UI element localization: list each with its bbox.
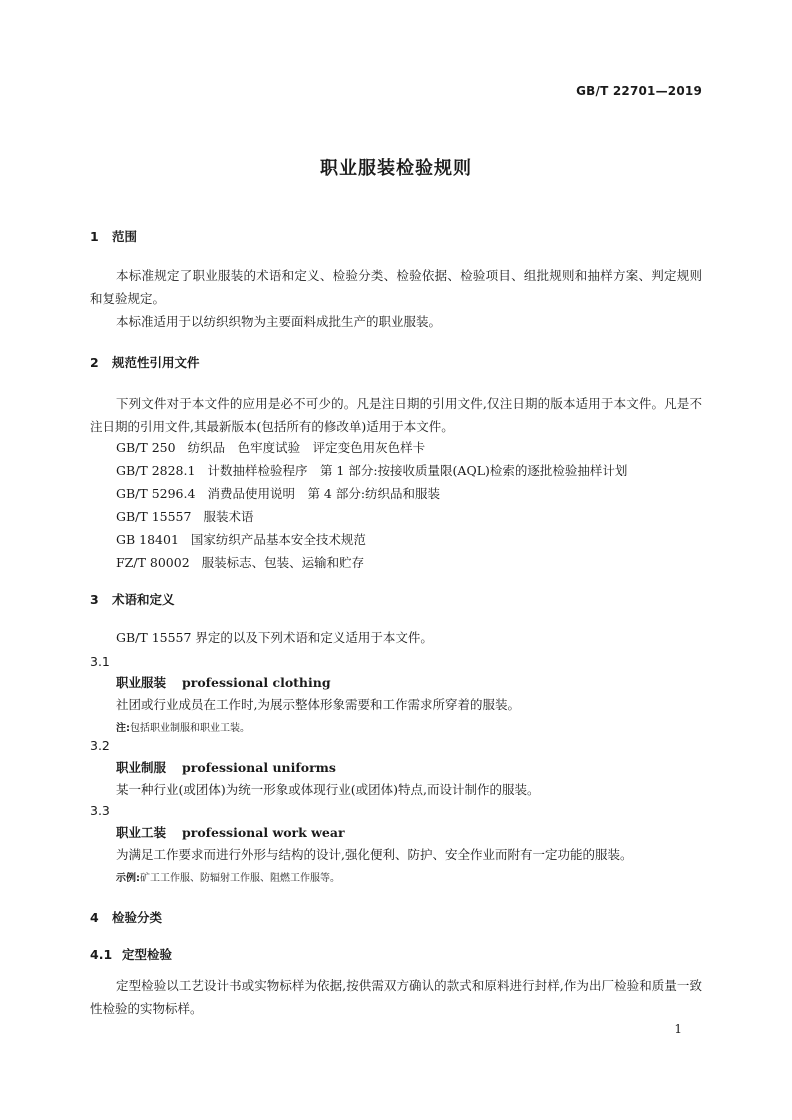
section-2-heading: [90, 353, 200, 371]
document-title: 职业服装检验规则: [320, 158, 472, 179]
term-english: professional clothing: [182, 675, 331, 690]
term-english: professional work wear: [182, 825, 345, 840]
section-1-heading: [90, 227, 137, 245]
page-number: 1: [674, 1022, 682, 1036]
section-number: 1: [90, 229, 99, 244]
reference-item: [116, 530, 366, 548]
section-number: 4: [90, 910, 99, 925]
term-number: 3.2: [90, 738, 110, 753]
reference-title: 国家纺织产品基本安全技术规范: [190, 532, 366, 547]
reference-code: FZ/T 80002: [116, 555, 190, 570]
term-chinese: 职业制服: [116, 760, 167, 775]
term-heading: [116, 758, 336, 776]
section-title: 规范性引用文件: [112, 355, 200, 370]
reference-item: [116, 438, 425, 456]
reference-title: 服装标志、包装、运输和贮存: [201, 555, 365, 570]
section-number: 2: [90, 355, 99, 370]
section-4-heading: [90, 908, 162, 926]
section-1-paragraph-2: 本标准适用于以纺织织物为主要面料成批生产的职业服装。: [116, 314, 442, 329]
reference-item: [116, 553, 364, 571]
example-text: 矿工工作服、防辐射工作服、阻燃工作服等。: [140, 873, 340, 884]
reference-code: GB/T 2828.1: [116, 463, 196, 478]
term-chinese: 职业工装: [116, 825, 167, 840]
reference-item: [116, 507, 253, 525]
subsection-4-1-heading: [90, 945, 172, 963]
term-definition: 社团或行业成员在工作时,为展示整体形象需要和工作需求所穿着的服装。: [116, 697, 520, 712]
subsection-title: 定型检验: [122, 947, 173, 962]
reference-item: [116, 461, 627, 479]
reference-code: GB/T 15557: [116, 509, 192, 524]
section-number: 3: [90, 592, 99, 607]
term-english: professional uniforms: [182, 760, 336, 775]
term-heading: [116, 823, 345, 841]
section-title: 范围: [112, 229, 138, 244]
subsection-number: 4.1: [90, 947, 113, 962]
section-3-intro: GB/T 15557 界定的以及下列术语和定义适用于本文件。: [116, 630, 433, 645]
example-label: 示例:: [116, 873, 140, 884]
term-definition: 某一种行业(或团体)为统一形象或体现行业(或团体)特点,而设计制作的服装。: [116, 782, 540, 797]
term-number: 3.3: [90, 803, 110, 818]
section-title: 术语和定义: [112, 592, 175, 607]
term-note: [116, 719, 250, 734]
reference-code: GB/T 250: [116, 440, 176, 455]
term-chinese: 职业服装: [116, 675, 167, 690]
standard-number: GB/T 22701—2019: [576, 84, 702, 98]
note-label: 注:: [116, 723, 130, 734]
section-title: 检验分类: [112, 910, 163, 925]
reference-title: 计数抽样检验程序 第 1 部分:按接收质量限(AQL)检索的逐批检验抽样计划: [207, 463, 628, 478]
subsection-4-1-paragraph: 定型检验以工艺设计书或实物标样为依据,按供需双方确认的款式和原料进行封样,作为出厂检验和质量一致性检验的实物标样。: [90, 978, 702, 1016]
reference-code: GB 18401: [116, 532, 179, 547]
reference-code: GB/T 5296.4: [116, 486, 196, 501]
section-1-paragraph-1: 本标准规定了职业服装的术语和定义、检验分类、检验依据、检验项目、组批规则和抽样方案、判定规则和复验规定。: [90, 268, 702, 306]
reference-title: 纺织品 色牢度试验 评定变色用灰色样卡: [187, 440, 426, 455]
term-definition: 为满足工作要求而进行外形与结构的设计,强化便利、防护、安全作业而附有一定功能的服装。: [116, 847, 633, 862]
reference-title: 服装术语: [203, 509, 254, 524]
section-3-heading: [90, 590, 175, 608]
note-text: 包括职业制服和职业工装。: [130, 723, 250, 734]
term-heading: [116, 673, 331, 691]
term-example: [116, 869, 340, 884]
reference-item: [116, 484, 440, 502]
term-number: 3.1: [90, 654, 110, 669]
section-2-intro: 下列文件对于本文件的应用是必不可少的。凡是注日期的引用文件,仅注日期的版本适用于本文件。凡是不注日期的引用文件,其最新版本(包括所有的修改单)适用于本文件。: [90, 396, 702, 434]
reference-title: 消费品使用说明 第 4 部分:纺织品和服装: [207, 486, 441, 501]
